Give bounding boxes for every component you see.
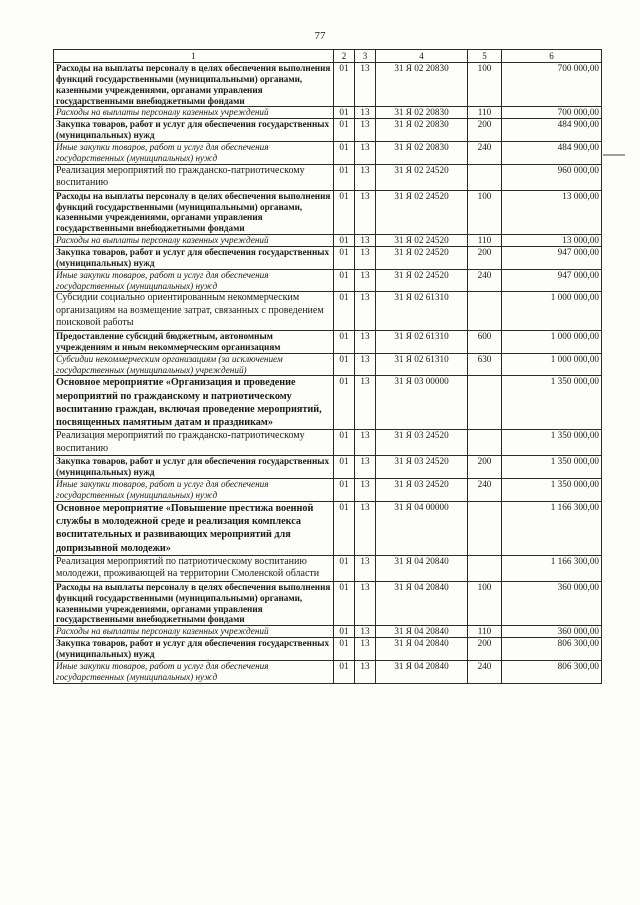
row-expense-type-cell: 600 bbox=[468, 330, 502, 353]
row-target-article-cell: 31 Я 02 20830 bbox=[376, 63, 468, 107]
row-expense-type-cell: 100 bbox=[468, 581, 502, 625]
table-row bbox=[54, 142, 602, 165]
row-expense-type-cell: 100 bbox=[468, 190, 502, 234]
row-target-article-cell: 31 Я 03 00000 bbox=[376, 376, 468, 430]
row-amount-cell: 806 300,00 bbox=[502, 660, 602, 683]
row-name-cell: Закупка товаров, работ и услуг для обеспечения государственных (муниципальных) нужд bbox=[54, 456, 334, 479]
row-target-article-cell: 31 Я 04 20840 bbox=[376, 660, 468, 683]
row-section-cell: 01 bbox=[334, 660, 355, 683]
row-section-cell: 01 bbox=[334, 330, 355, 353]
row-amount-cell: 1 350 000,00 bbox=[502, 430, 602, 456]
table-row bbox=[54, 107, 602, 119]
row-amount-cell: 1 350 000,00 bbox=[502, 456, 602, 479]
row-expense-type-cell: 110 bbox=[468, 626, 502, 638]
header-col-subsection: 3 bbox=[355, 50, 376, 63]
row-name-cell: Субсидии некоммерческим организациям (за исключением государственных (муниципальных) учреждений) bbox=[54, 353, 334, 376]
table-row bbox=[54, 501, 602, 555]
row-target-article-cell: 31 Я 02 24520 bbox=[376, 269, 468, 292]
table-row bbox=[54, 638, 602, 661]
row-section-cell: 01 bbox=[334, 638, 355, 661]
row-section-cell: 01 bbox=[334, 142, 355, 165]
row-expense-type-cell bbox=[468, 555, 502, 581]
row-target-article-cell: 31 Я 02 61310 bbox=[376, 292, 468, 331]
row-subsection-cell: 13 bbox=[355, 626, 376, 638]
row-amount-cell: 13 000,00 bbox=[502, 190, 602, 234]
row-subsection-cell: 13 bbox=[355, 247, 376, 270]
row-expense-type-cell: 240 bbox=[468, 142, 502, 165]
row-expense-type-cell bbox=[468, 376, 502, 430]
row-amount-cell: 1 000 000,00 bbox=[502, 353, 602, 376]
header-col-amount: 6 bbox=[502, 50, 602, 63]
row-expense-type-cell: 240 bbox=[468, 660, 502, 683]
row-expense-type-cell bbox=[468, 292, 502, 331]
row-amount-cell: 700 000,00 bbox=[502, 63, 602, 107]
row-subsection-cell: 13 bbox=[355, 235, 376, 247]
row-amount-cell: 960 000,00 bbox=[502, 164, 602, 190]
row-subsection-cell: 13 bbox=[355, 660, 376, 683]
row-name-cell: Реализация мероприятий по гражданско-патриотическому воспитанию bbox=[54, 164, 334, 190]
table-row bbox=[54, 353, 602, 376]
row-amount-cell: 360 000,00 bbox=[502, 581, 602, 625]
row-name-cell: Основное мероприятие «Организация и проведение мероприятий по гражданскому и патриотическому воспитанию граждан, включая проведение мероприятий, посвященных памятным датам и праздникам» bbox=[54, 376, 334, 430]
row-name-cell: Расходы на выплаты персоналу казенных учреждений bbox=[54, 107, 334, 119]
row-expense-type-cell: 110 bbox=[468, 235, 502, 247]
row-target-article-cell: 31 Я 02 24520 bbox=[376, 235, 468, 247]
row-target-article-cell: 31 Я 04 20840 bbox=[376, 626, 468, 638]
row-expense-type-cell: 200 bbox=[468, 456, 502, 479]
row-name-cell: Закупка товаров, работ и услуг для обеспечения государственных (муниципальных) нужд bbox=[54, 638, 334, 661]
row-section-cell: 01 bbox=[334, 501, 355, 555]
table-row bbox=[54, 292, 602, 331]
row-name-cell: Расходы на выплаты персоналу казенных учреждений bbox=[54, 626, 334, 638]
row-section-cell: 01 bbox=[334, 479, 355, 502]
row-subsection-cell: 13 bbox=[355, 501, 376, 555]
row-name-cell: Расходы на выплаты персоналу казенных учреждений bbox=[54, 235, 334, 247]
table-row bbox=[54, 63, 602, 107]
table-row bbox=[54, 660, 602, 683]
row-amount-cell: 947 000,00 bbox=[502, 247, 602, 270]
row-amount-cell: 1 350 000,00 bbox=[502, 376, 602, 430]
row-name-cell: Иные закупки товаров, работ и услуг для обеспечения государственных (муниципальных) нужд bbox=[54, 269, 334, 292]
row-target-article-cell: 31 Я 02 20830 bbox=[376, 107, 468, 119]
table-row bbox=[54, 376, 602, 430]
table-row bbox=[54, 456, 602, 479]
budget-table bbox=[53, 49, 602, 684]
row-amount-cell: 700 000,00 bbox=[502, 107, 602, 119]
row-subsection-cell: 13 bbox=[355, 142, 376, 165]
row-expense-type-cell: 240 bbox=[468, 269, 502, 292]
row-expense-type-cell: 110 bbox=[468, 107, 502, 119]
row-name-cell: Расходы на выплаты персоналу в целях обеспечения выполнения функций государственными (муниципальными) органами, казенными учреждениями, органами управления государственными внебюджетными фондами bbox=[54, 190, 334, 234]
row-name-cell: Иные закупки товаров, работ и услуг для обеспечения государственных (муниципальных) нужд bbox=[54, 479, 334, 502]
row-name-cell: Иные закупки товаров, работ и услуг для обеспечения государственных (муниципальных) нужд bbox=[54, 660, 334, 683]
table-row bbox=[54, 581, 602, 625]
row-subsection-cell: 13 bbox=[355, 269, 376, 292]
row-expense-type-cell: 240 bbox=[468, 479, 502, 502]
row-target-article-cell: 31 Я 02 24520 bbox=[376, 247, 468, 270]
row-expense-type-cell: 100 bbox=[468, 63, 502, 107]
header-col-section: 2 bbox=[334, 50, 355, 63]
row-amount-cell: 1 000 000,00 bbox=[502, 292, 602, 331]
header-col-name: 1 bbox=[54, 50, 334, 63]
row-section-cell: 01 bbox=[334, 555, 355, 581]
row-expense-type-cell: 200 bbox=[468, 119, 502, 142]
row-name-cell: Субсидии социально ориентированным некоммерческим организациям на возмещение затрат, связанных с проведением поисковой работы bbox=[54, 292, 334, 331]
row-target-article-cell: 31 Я 03 24520 bbox=[376, 479, 468, 502]
table-row bbox=[54, 269, 602, 292]
row-subsection-cell: 13 bbox=[355, 63, 376, 107]
row-section-cell: 01 bbox=[334, 247, 355, 270]
row-subsection-cell: 13 bbox=[355, 456, 376, 479]
row-subsection-cell: 13 bbox=[355, 190, 376, 234]
header-row bbox=[54, 50, 602, 63]
table-row bbox=[54, 190, 602, 234]
row-subsection-cell: 13 bbox=[355, 430, 376, 456]
row-section-cell: 01 bbox=[334, 292, 355, 331]
row-expense-type-cell bbox=[468, 164, 502, 190]
row-amount-cell: 13 000,00 bbox=[502, 235, 602, 247]
row-section-cell: 01 bbox=[334, 581, 355, 625]
row-expense-type-cell: 200 bbox=[468, 638, 502, 661]
row-expense-type-cell: 200 bbox=[468, 247, 502, 270]
row-expense-type-cell bbox=[468, 501, 502, 555]
row-section-cell: 01 bbox=[334, 107, 355, 119]
row-amount-cell: 1 000 000,00 bbox=[502, 330, 602, 353]
row-target-article-cell: 31 Я 02 20830 bbox=[376, 142, 468, 165]
table-row bbox=[54, 430, 602, 456]
table-row bbox=[54, 119, 602, 142]
row-target-article-cell: 31 Я 04 20840 bbox=[376, 555, 468, 581]
row-name-cell: Закупка товаров, работ и услуг для обеспечения государственных (муниципальных) нужд bbox=[54, 247, 334, 270]
row-name-cell: Расходы на выплаты персоналу в целях обеспечения выполнения функций государственными (муниципальными) органами, казенными учреждениями, органами управления государственными внебюджетными фондами bbox=[54, 581, 334, 625]
row-subsection-cell: 13 bbox=[355, 119, 376, 142]
row-section-cell: 01 bbox=[334, 376, 355, 430]
table-row bbox=[54, 626, 602, 638]
row-subsection-cell: 13 bbox=[355, 292, 376, 331]
row-amount-cell: 484 900,00 bbox=[502, 142, 602, 165]
row-target-article-cell: 31 Я 04 20840 bbox=[376, 581, 468, 625]
row-amount-cell: 484 900,00 bbox=[502, 119, 602, 142]
row-amount-cell: 947 000,00 bbox=[502, 269, 602, 292]
row-name-cell: Основное мероприятие «Повышение престижа военной службы в молодежной среде и реализация комплекса воспитательных и развивающих мероприятий для допризывной молодежи» bbox=[54, 501, 334, 555]
row-amount-cell: 1 166 300,00 bbox=[502, 501, 602, 555]
header-col-target-article: 4 bbox=[376, 50, 468, 63]
header-col-expense-type: 5 bbox=[468, 50, 502, 63]
row-section-cell: 01 bbox=[334, 626, 355, 638]
row-subsection-cell: 13 bbox=[355, 376, 376, 430]
row-amount-cell: 806 300,00 bbox=[502, 638, 602, 661]
row-name-cell: Расходы на выплаты персоналу в целях обеспечения выполнения функций государственными (муниципальными) органами, казенными учреждениями, органами управления государственными внебюджетными фондами bbox=[54, 63, 334, 107]
row-target-article-cell: 31 Я 02 24520 bbox=[376, 190, 468, 234]
table-body bbox=[54, 63, 602, 684]
table-row bbox=[54, 247, 602, 270]
row-subsection-cell: 13 bbox=[355, 555, 376, 581]
row-amount-cell: 1 350 000,00 bbox=[502, 479, 602, 502]
row-subsection-cell: 13 bbox=[355, 638, 376, 661]
row-target-article-cell: 31 Я 03 24520 bbox=[376, 456, 468, 479]
table-row bbox=[54, 479, 602, 502]
row-section-cell: 01 bbox=[334, 63, 355, 107]
row-subsection-cell: 13 bbox=[355, 164, 376, 190]
row-subsection-cell: 13 bbox=[355, 479, 376, 502]
row-amount-cell: 360 000,00 bbox=[502, 626, 602, 638]
row-subsection-cell: 13 bbox=[355, 581, 376, 625]
row-target-article-cell: 31 Я 04 00000 bbox=[376, 501, 468, 555]
row-target-article-cell: 31 Я 02 24520 bbox=[376, 164, 468, 190]
row-target-article-cell: 31 Я 02 20830 bbox=[376, 119, 468, 142]
row-expense-type-cell bbox=[468, 430, 502, 456]
row-subsection-cell: 13 bbox=[355, 353, 376, 376]
row-amount-cell: 1 166 300,00 bbox=[502, 555, 602, 581]
row-section-cell: 01 bbox=[334, 190, 355, 234]
row-section-cell: 01 bbox=[334, 119, 355, 142]
row-subsection-cell: 13 bbox=[355, 107, 376, 119]
row-section-cell: 01 bbox=[334, 164, 355, 190]
row-name-cell: Иные закупки товаров, работ и услуг для обеспечения государственных (муниципальных) нужд bbox=[54, 142, 334, 165]
row-name-cell: Реализация мероприятий по патриотическому воспитанию молодежи, проживающей на территории Смоленской области bbox=[54, 555, 334, 581]
page-number: 77 bbox=[314, 30, 326, 42]
row-target-article-cell: 31 Я 02 61310 bbox=[376, 330, 468, 353]
row-expense-type-cell: 630 bbox=[468, 353, 502, 376]
row-section-cell: 01 bbox=[334, 456, 355, 479]
table-row bbox=[54, 555, 602, 581]
table-row bbox=[54, 330, 602, 353]
table-row bbox=[54, 164, 602, 190]
row-section-cell: 01 bbox=[334, 269, 355, 292]
row-section-cell: 01 bbox=[334, 430, 355, 456]
row-target-article-cell: 31 Я 02 61310 bbox=[376, 353, 468, 376]
row-name-cell: Закупка товаров, работ и услуг для обеспечения государственных (муниципальных) нужд bbox=[54, 119, 334, 142]
row-section-cell: 01 bbox=[334, 353, 355, 376]
row-target-article-cell: 31 Я 04 20840 bbox=[376, 638, 468, 661]
table-header bbox=[54, 50, 602, 63]
row-name-cell: Предоставление субсидий бюджетным, автономным учреждениям и иным некоммерческим организациям bbox=[54, 330, 334, 353]
row-target-article-cell: 31 Я 03 24520 bbox=[376, 430, 468, 456]
row-section-cell: 01 bbox=[334, 235, 355, 247]
row-subsection-cell: 13 bbox=[355, 330, 376, 353]
table-row bbox=[54, 235, 602, 247]
row-name-cell: Реализация мероприятий по гражданско-патриотическому воспитанию bbox=[54, 430, 334, 456]
